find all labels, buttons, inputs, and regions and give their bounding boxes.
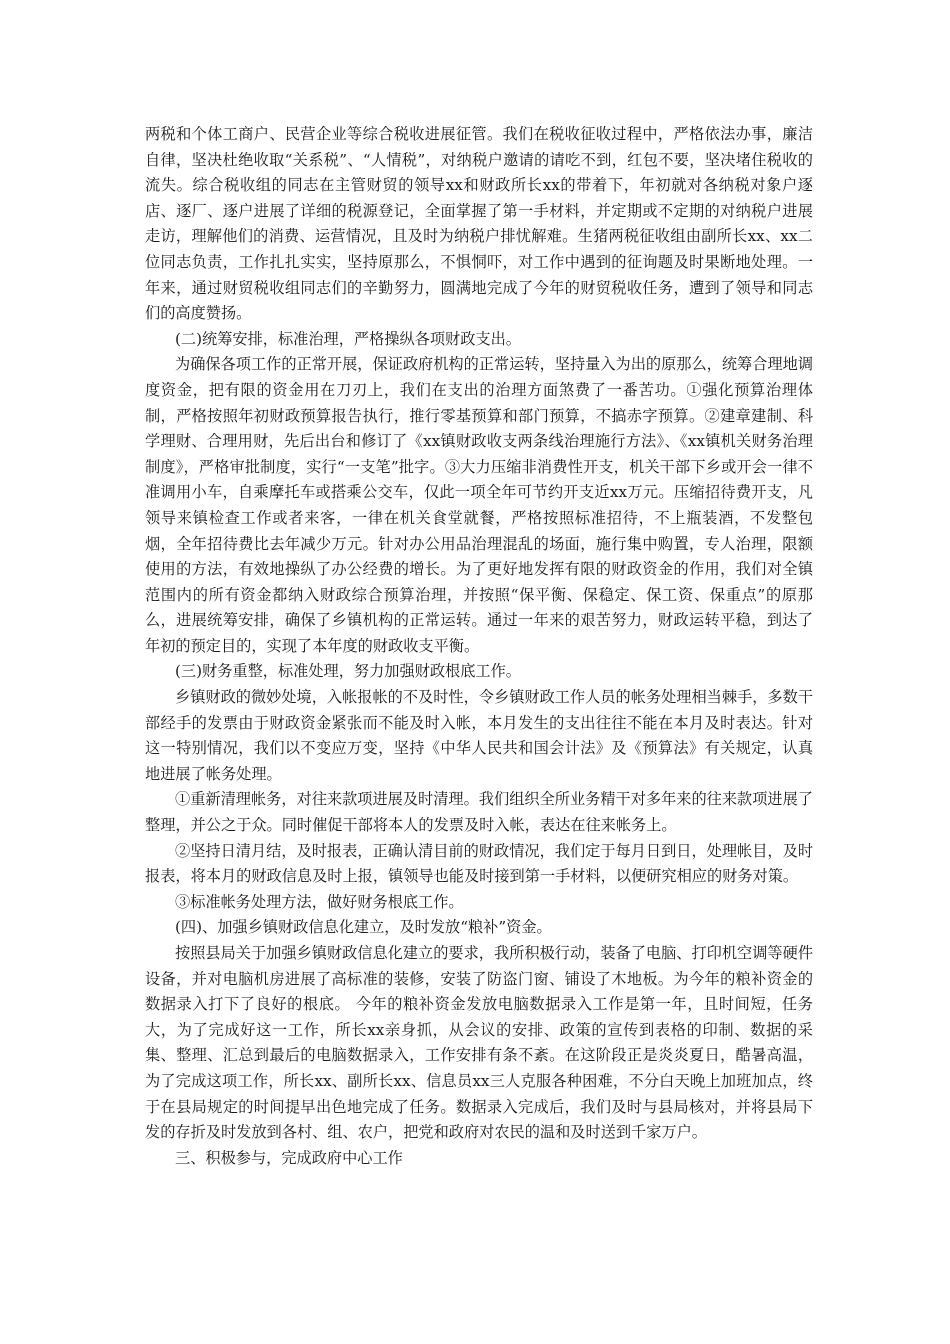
document-body <box>145 122 813 1171</box>
heading-expenditure-control: (二)统筹安排，标准治理，严格操纵各项财政支出。 <box>175 329 521 348</box>
paragraph-informatization: 按照县局关于加强乡镇财政信息化建立的要求，我所积极行动，装备了电脑、打印机空调等硬件设备，并对电脑机房进展了高标准的装修，安装了防盗门窗、铺设了木地板。为今年的粮补资金的数据录入打下了良好的根底。 今年的粮补资金发放电脑数据录入工作是第一年，且时间短，任务大，为了完成好这一工作，所长xx亲身抓，从会议的安排、政策的宣传到表格的印制、数据的采集、整理、汇总到最后的电脑数据录入，工作安排有条不紊。在这阶段正是炎炎夏日，酷暑高温，为了完成这项工作，所长xx、副所长xx、信息员xx三人克服各种困难，不分白天晚上加班加点，终于在县局规定的时间提早出色地完成了任务。数据录入完成后，我们及时与县局核对，并将县局下发的存折及时发放到各村、组、农户，把党和政府对农民的温和及时送到千家万户。 <box>145 944 813 1142</box>
paragraph-tax-collection: 两税和个体工商户、民营企业等综合税收进展征管。我们在税收征收过程中，严格依法办事，廉洁自律，坚决杜绝收取“关系税”、“人情税”，对纳税户邀请的请吃不到，红包不要，坚决堵住税收的流失。综合税收组的同志在主管财贸的领导xx和财政所长xx的带着下，年初就对各纳税对象户逐店、逐厂、逐户进展了详细的税源登记，全面掌握了第一手材料，并定期或不定期的对纳税户进展走访，理解他们的消费、运营情况，且及时为纳税户排忧解难。生猪两税征收组由副所长xx、xx二位同志负责，工作扎扎实实，坚持原那么，不惧恫吓，对工作中遇到的征询题及时果断地处理。一年来，通过财贸税收组同志们的辛勤努力，圆满地完成了今年的财贸税收任务，遭到了领导和同志们的高度赞扬。 <box>145 125 813 323</box>
heading-section-three: 三、积极参与，完成政府中心工作 <box>175 1148 403 1167</box>
item-daily-monthly-closing: ②坚持日清月结，及时报表，正确认清目前的财政情况，我们定于每月日到日，处理帐目，及时报表，将本月的财政信息及时上报，镇领导也能及时接到第一手材料，以便研究相应的财务对策。 <box>145 841 813 886</box>
paragraph-financial-reorganization: 乡镇财政的微妙处境，入帐报帐的不及时性，令乡镇财政工作人员的帐务处理相当棘手，多数干部经手的发票由于财政资金紧张而不能及时入帐，本月发生的支出往往不能在本月及时表达。针对这一特别情况，我们以不变应万变，坚持《中华人民共和国会计法》及《预算法》有关规定，认真地进展了帐务处理。 <box>145 688 813 783</box>
heading-informatization: (四)、加强乡镇财政信息化建立，及时发放“粮补”资金。 <box>175 918 552 937</box>
item-clear-accounts: ①重新清理帐务，对往来款项进展及时清理。我们组织全所业务精干对多年来的往来款项进展了整理，并公之于众。同时催促干部将本人的发票及时入帐，表达在往来帐务上。 <box>145 790 813 835</box>
heading-financial-reorganization: (三)财务重整，标准处理，努力加强财政根底工作。 <box>175 662 521 681</box>
paragraph-expenditure-control: 为确保各项工作的正常开展，保证政府机构的正常运转，坚持量入为出的原那么，统筹合理地调度资金，把有限的资金用在刀刃上，我们在支出的治理方面煞费了一番苦功。①强化预算治理体制，严格按照年初财政预算报告执行，推行零基预算和部门预算，不搞赤字预算。②建章建制、科学理财、合理用财，先后出台和修订了《xx镇财政收支两条线治理施行方法》、《xx镇机关财务治理制度》，严格审批制度，实行“一支笔”批字。③大力压缩非消费性开支，机关干部下乡或开会一律不准调用小车，自乘摩托车或搭乘公交车，仅此一项全年可节约开支近xx万元。压缩招待费开支，凡领导来镇检查工作或者来客，一律在机关食堂就餐，严格按照标准招待，不上瓶装酒，不发整包烟，全年招待费比去年减少万元。针对办公用品治理混乱的场面，施行集中购置，专人治理，限额使用的方法，有效地操纵了办公经费的增长。为了更好地发挥有限的财政资金的作用，我们对全镇范围内的所有资金都纳入财政综合预算治理，并按照“保平衡、保稳定、保工资、保重点”的原那么，进展统筹安排，确保了乡镇机构的正常运转。通过一年来的艰苦努力，财政运转平稳，到达了年初的预定目的，实现了本年度的财政收支平衡。 <box>145 355 813 655</box>
item-standard-accounting: ③标准帐务处理方法，做好财务根底工作。 <box>175 892 464 911</box>
